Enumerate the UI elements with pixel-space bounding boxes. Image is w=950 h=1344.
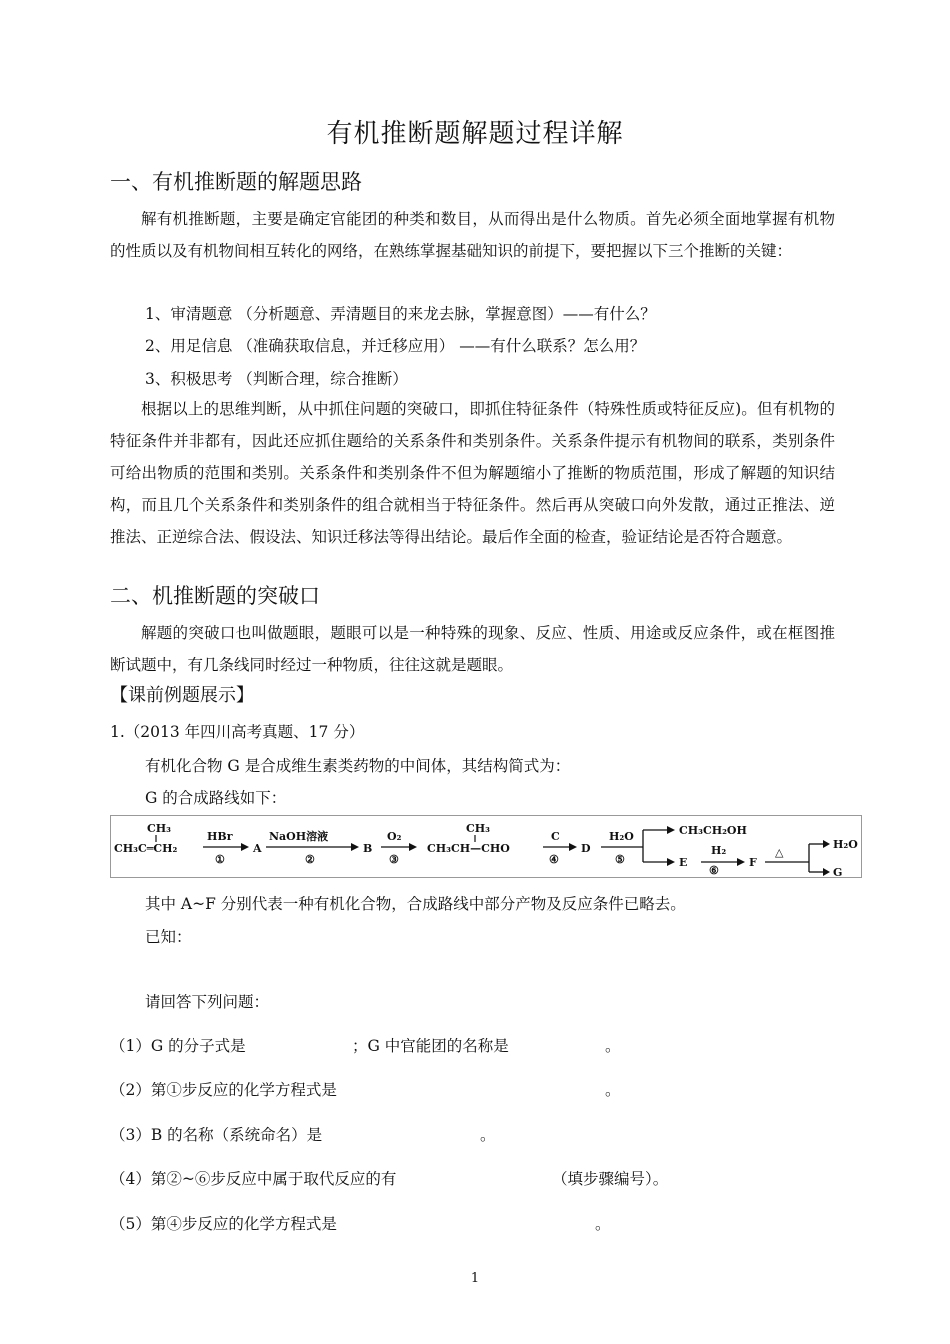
step-5: ⑤ — [615, 853, 625, 866]
compound-d: D — [581, 842, 591, 855]
q2-end: 。 — [605, 1081, 621, 1099]
step-3: ③ — [389, 853, 399, 866]
mid-branch: CH₃ — [466, 822, 490, 835]
compound-a: A — [253, 842, 262, 855]
section2-heading: 二、机推断题的突破口 — [110, 584, 320, 608]
start-compound: CH₃C═CH₂ — [114, 842, 178, 855]
q1-mid: ；G 中官能团的名称是 — [352, 1037, 509, 1055]
q3-text: （3）B 的名称（系统命名）是 — [110, 1126, 323, 1144]
compound-e: E — [679, 856, 688, 869]
step-2: ② — [305, 853, 315, 866]
q1-end: 。 — [605, 1037, 621, 1055]
section1-para1: 解有机推断题，主要是确定官能团的种类和数目，从而得出是什么物质。首先必须全面地掌握有机物的性质以及有机物间相互转化的网络，在熟练掌握基础知识的前提下，要把握以下三个推断的关键： — [110, 210, 835, 260]
synthesis-route-svg — [111, 816, 861, 877]
reagent-3: O₂ — [387, 830, 402, 843]
reagent-2: NaOH溶液 — [269, 830, 329, 843]
page-number: 1 — [470, 1271, 480, 1286]
q4-end: （填步骤编号）。 — [552, 1170, 669, 1188]
q2-text: （2）第①步反应的化学方程式是 — [110, 1081, 337, 1099]
known-label: 已知： — [145, 928, 192, 946]
step-4: ④ — [549, 853, 559, 866]
product-g: G — [833, 866, 843, 877]
route-label: G 的合成路线如下： — [145, 789, 287, 807]
step-1: ① — [215, 853, 225, 866]
q5-end: 。 — [595, 1215, 611, 1233]
page-title: 有机推断题解题过程详解 — [326, 119, 624, 149]
example-heading: 【课前例题展示】 — [110, 685, 254, 706]
question-label: 1.（2013 年四川高考真题、17 分） — [110, 723, 365, 741]
question-intro: 有机化合物 G 是合成维生素类药物的中间体，其结构简式为： — [145, 757, 571, 775]
q5-text: （5）第④步反应的化学方程式是 — [110, 1215, 337, 1233]
heat-symbol: △ — [775, 846, 784, 859]
reagent-6: H₂ — [711, 844, 727, 857]
product-ethanol: CH₃CH₂OH — [679, 824, 747, 837]
section1-heading: 一、有机推断题的解题思路 — [110, 170, 362, 194]
point-1: 1、审清题意 （分析题意、弄清题目的来龙去脉，掌握意图）——有什么？ — [145, 305, 656, 323]
start-branch: CH₃ — [147, 822, 171, 835]
step-6: ⑥ — [709, 864, 719, 877]
route-note: 其中 A~F 分别代表一种有机化合物，合成路线中部分产物及反应条件已略去。 — [145, 895, 686, 913]
section1-para2: 根据以上的思维判断，从中抓住问题的突破口，即抓住特征条件（特殊性质或特征反应)。但有机物的特征条件并非都有，因此还应抓住题给的关系条件和类别条件。关系条件提示有机物间的联系，类别条件可给出物质的范围和类别。关系条件和类别条件不但为解题缩小了推断的物质范围，形成了解题的知识结构，而且几个关系条件和类别条件的组合就相当于特征条件。然后再从突破口向外发散，通过正推法、逆推法、正逆综合法、假设法、知识迁移法等得出结论。最后作全面的检查，验证结论是否符合题意。 — [110, 400, 835, 546]
compound-f: F — [749, 856, 757, 869]
q1-text: （1）G 的分子式是 — [110, 1037, 246, 1055]
point-2: 2、用足信息 （准确获取信息，并迁移应用） ——有什么联系？怎么用？ — [145, 337, 646, 355]
q4-text: （4）第②~⑥步反应中属于取代反应的有 — [110, 1170, 397, 1188]
synthesis-route-diagram — [110, 815, 862, 878]
compound-b: B — [363, 842, 373, 855]
q3-end: 。 — [480, 1126, 496, 1144]
reagent-4: C — [551, 830, 560, 843]
section2-para: 解题的突破口也叫做题眼，题眼可以是一种特殊的现象、反应、性质、用途或反应条件，或在框图推断试题中，有几条线同时经过一种物质，往往这就是题眼。 — [110, 624, 835, 674]
reagent-1: HBr — [207, 830, 233, 843]
reagent-5: H₂O — [609, 830, 634, 843]
point-3: 3、积极思考 （判断合理，综合推断） — [145, 370, 408, 388]
product-water: H₂O — [833, 838, 858, 851]
ask-label: 请回答下列问题： — [145, 993, 270, 1011]
mid-compound: CH₃CH—CHO — [427, 842, 510, 855]
